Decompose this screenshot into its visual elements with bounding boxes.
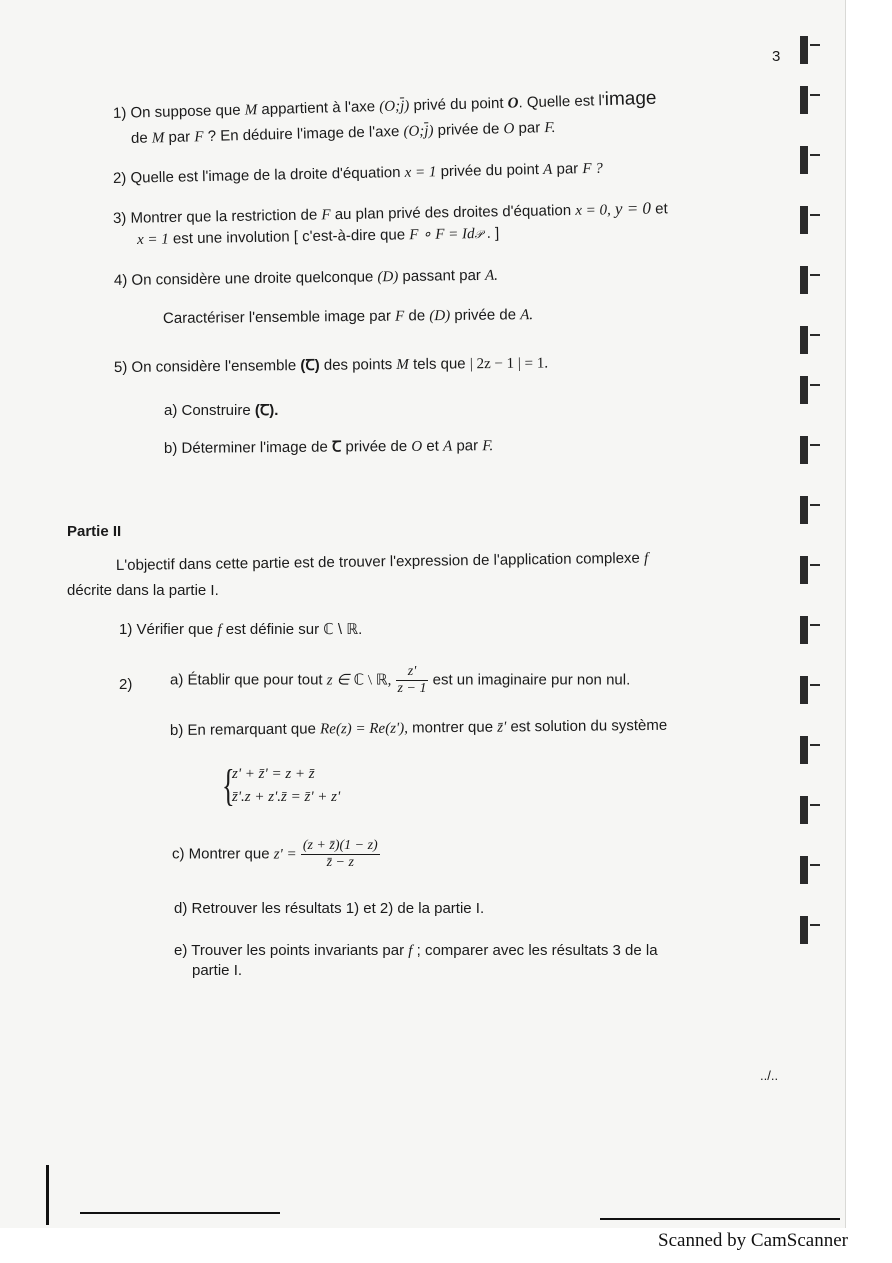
binder-ring xyxy=(796,490,826,530)
scan-edge-mark xyxy=(600,1218,840,1220)
part-2-question-2d: d) Retrouver les résultats 1) et 2) de la partie I. xyxy=(174,900,485,917)
scan-edge-mark xyxy=(46,1165,49,1225)
binder-ring xyxy=(796,140,826,180)
page-number: 3 xyxy=(772,48,781,65)
binder-ring xyxy=(796,260,826,300)
question-3-line-1: 3) Montrer que la restriction de F au plan privé des droites d'équation x = 0, y = 0 et xyxy=(112,198,668,227)
question-3-line-2: x = 1 est une involution [ c'est-à-dire que F ∘ F = Id𝒫 . ] xyxy=(136,224,500,248)
binder-ring xyxy=(796,320,826,360)
part-2-intro-line-2: décrite dans la partie I. xyxy=(67,582,219,599)
binder-ring xyxy=(796,200,826,240)
part-2-question-1: 1) Vérifier que f est définie sur ℂ \ ℝ. xyxy=(119,621,363,638)
fraction-z-prime-expression: $\frac{(z + z̄)(1 - z)}{z̄ - z}$ xyxy=(302,838,378,870)
scanner-watermark: Scanned by CamScanner xyxy=(658,1230,848,1251)
question-1-line-2: de M par F ? En déduire l'image de l'axe $(O;\overline{j})$ privée de O par F. xyxy=(130,119,556,147)
part-2-question-2e-line-2: partie I. xyxy=(192,962,243,979)
system-equation-2: z̄'.z + z'.z̄ = z̄' + z' xyxy=(232,789,341,805)
scan-edge-mark xyxy=(80,1212,280,1214)
question-2: 2) Quelle est l'image de la droite d'équation x = 1 privée du point A par F ? xyxy=(112,160,603,187)
part-2-question-2e-line-1: e) Trouver les points invariants par f ; comparer avec les résultats 3 de la xyxy=(174,942,658,959)
fraction-z-prime-over-z-minus-1: $\frac{z'}{z - 1}$ xyxy=(397,664,427,696)
binder-ring xyxy=(796,670,826,710)
binder-ring xyxy=(796,730,826,770)
part-2-question-2a: a) Établir que pour tout z ∈ ℂ \ ℝ, $\frac{z'}{z - 1}$ est un imaginaire pur non nul. xyxy=(170,664,631,696)
binder-ring xyxy=(796,80,826,120)
question-5b: b) Déterminer l'image de Ꞇ privée de O et A par F. xyxy=(163,437,494,457)
binder-ring xyxy=(796,850,826,890)
system-brace: { xyxy=(222,761,235,810)
part-2-question-2c: c) Montrer que z' = $\frac{(z + z̄)(1 - z)}{z̄ - z}$ xyxy=(172,838,378,870)
part-2-title: Partie II xyxy=(67,523,122,540)
system-equation-1: z' + z̄' = z + z̄ xyxy=(232,766,315,782)
question-1-line-1: 1) On suppose que M appartient à l'axe $(O;\overline{j})$ privé du point O. Quelle est l'image xyxy=(112,87,657,122)
binder-ring xyxy=(796,910,826,950)
binder-ring xyxy=(796,30,826,70)
question-4-line-2: Caractériser l'ensemble image par F de (D) privée de A. xyxy=(162,306,534,327)
part-2-intro-line-1: L'objectif dans cette partie est de trouver l'expression de l'application complexe f xyxy=(115,549,649,574)
part-2-question-2b: b) En remarquant que Re(z) = Re(z'), montrer que z̄' est solution du système xyxy=(169,716,668,739)
part-2-question-2-number: 2) xyxy=(119,676,133,693)
continuation-dots: ../.. xyxy=(760,1068,779,1083)
question-5: 5) On considère l'ensemble (Ꞇ) des points M tels que | 2z − 1 | = 1. xyxy=(113,355,549,376)
binder-ring xyxy=(796,550,826,590)
binder-ring xyxy=(796,610,826,650)
equation-system xyxy=(222,761,342,812)
binder-ring xyxy=(796,370,826,410)
question-5a: a) Construire (Ꞇ). xyxy=(164,402,279,419)
binder-ring xyxy=(796,430,826,470)
question-4-line-1: 4) On considère une droite quelconque (D) passant par A. xyxy=(113,266,499,289)
binder-ring xyxy=(796,790,826,830)
